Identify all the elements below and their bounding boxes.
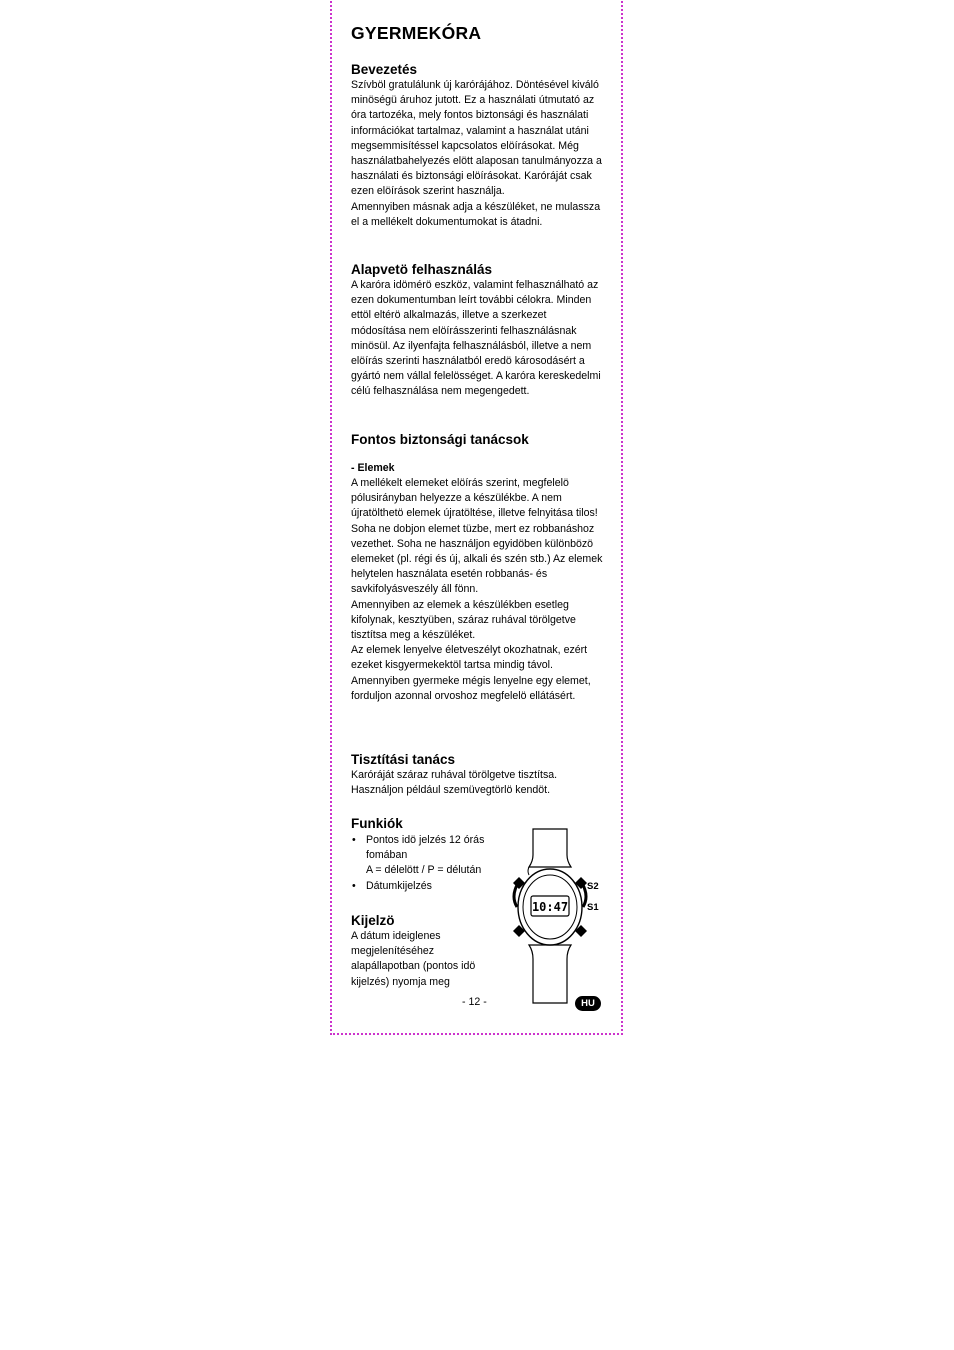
watch-illustration [505,827,605,1007]
subheading-batteries: - Elemek [351,462,395,474]
intro-text: Szívböl gratulálunk új karórájához. Döntésével kiváló minöségü áruhoz jutott. Ez a használati útmutató az óra tartozéka, mely fontos biztonsági és használati információkat tartalmaz, valamint a használat utáni megsemmisítéssel kapcsolatos elöírásokat. Még használatbahelyezés elött alaposan tanulmányozza a használati és biztonsági elöírásokat. Karóráját csak ezen elöírások szerint használja. [351,79,602,198]
safety-text-1: A mellékelt elemeket elöírás szerint, megfelelö pólusirányban helyezze a készülékbe. A nem újratölthetö elemek újratöltése, illetve felnyitása tilos! Soha ne dobjon elemet tüzbe, mert ez robbanáshoz vezethet. Soha ne használjon egyidöben különbözö elemeket (pl. régi és új, alkali és szén stb.) Az elemek helytelen használata esetén robbanás- és savkifolyásveszély áll fönn. [351,477,603,596]
section-functions [351,816,501,894]
bullet-icon: • [352,879,356,892]
basic-use-text: A karóra idömérö eszköz, valamint felhasználható az ezen dokumentumban leírt további célokra. Minden ettöl eltérö alkalmazás, illetve a szerkezet módosítása nem elöírásszerinti felhasználásnak minösül. Az ilyenfajta felhasználásból, illetve a nem elöírás szerinti használatból eredö károsodásért a gyártó nem vállal felelösséget. A karóra kereskedelmi célú felhasználása nem megengedett. [351,279,601,398]
safety-text-2: Amennyiben az elemek a készülékben esetleg kifolynak, kesztyüben, száraz ruhával törölgetve tisztítsa meg a készüléket. [351,598,576,642]
heading-cleaning: Tisztítási tanács [351,752,456,767]
bullet-icon: • [352,834,356,846]
cleaning-text: Karóráját száraz ruhával törölgetve tisztítsa. Használjon például szemüvegtörlö kendöt. [351,769,558,797]
heading-intro: Bevezetés [351,62,418,77]
button-label-s2: S2 [587,881,599,892]
section-safety [351,432,603,704]
heading-basic-use: Alapvetö felhasználás [351,262,493,277]
intro-text-2: Amennyiben másnak adja a készüléket, ne mulassza el a mellékelt dokumentumokat is átadni. [351,200,601,228]
watch-time: 10:47 [531,900,569,914]
function-date: Dátumkijelzés [366,879,432,892]
button-label-s1: S1 [587,902,599,913]
list-item [351,833,501,879]
section-cleaning [351,752,603,798]
heading-safety: Fontos biztonsági tanácsok [351,432,529,447]
heading-display: Kijelzö [351,913,395,928]
page-number: - 12 - [462,996,487,1008]
function-am-pm: A = délelött / P = délután [366,864,482,877]
functions-list [351,833,501,894]
display-text: A dátum ideiglenes megjelenítéséhez alapállapotban (pontos idö kijelzés) nyomja meg [351,930,476,988]
section-basic-use [351,262,603,400]
section-intro [351,62,603,230]
list-item [351,879,501,894]
function-time-format: Pontos idö jelzés 12 órás fomában [366,834,485,862]
page-title: GYERMEKÓRA [351,23,482,43]
section-display [351,913,496,990]
language-badge: HU [575,996,601,1011]
heading-functions: Funkiók [351,816,403,831]
safety-text-3: Az elemek lenyelve életveszélyt okozhatnak, ezért ezeket kisgyermekektöl tartsa mindig távol. Amennyiben gyermeke mégis lenyelne egy elemet, forduljon azonnal orvoshoz megfelelö ellátásért. [351,644,591,702]
